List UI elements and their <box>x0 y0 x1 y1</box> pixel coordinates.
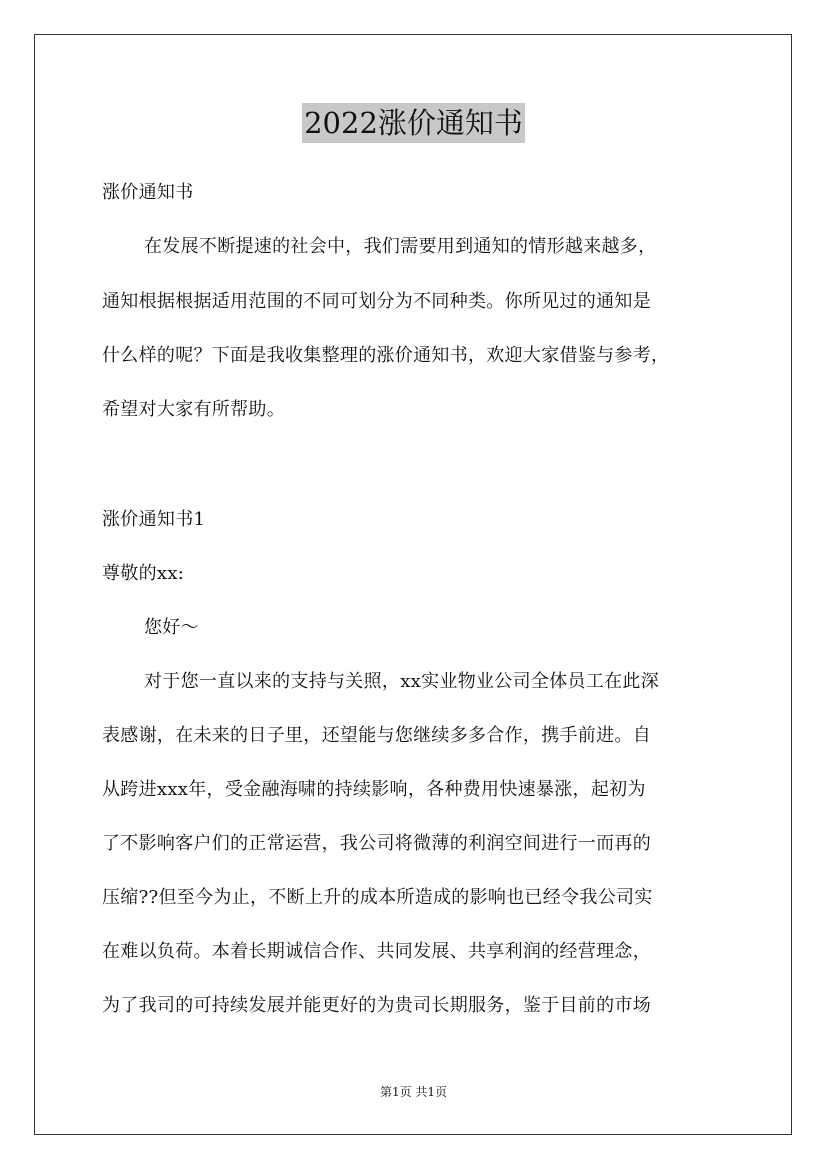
document-subtitle: 涨价通知书 <box>102 182 194 203</box>
body-line-4: 了不影响客户们的正常运营，我公司将微薄的利润空间进行一而再的 <box>102 833 651 854</box>
salutation: 尊敬的xx: <box>102 563 185 584</box>
body-line-7: 为了我司的可持续发展并能更好的为贵司长期服务，鉴于目前的市场 <box>102 995 651 1016</box>
page-number-footer: 第1页 共1页 <box>379 1085 448 1099</box>
body-line-2: 表感谢，在未来的日子里，还望能与您继续多多合作，携手前进。自 <box>102 725 651 746</box>
document-title: 2022涨价通知书 <box>302 103 525 143</box>
intro-line-3: 什么样的呢？下面是我收集整理的涨价通知书，欢迎大家借鉴与参考， <box>102 345 670 366</box>
body-line-1: 对于您一直以来的支持与关照，xx实业物业公司全体员工在此深 <box>144 671 659 692</box>
body-line-5: 压缩??但至今为止，不断上升的成本所造成的影响也已经令我公司实 <box>102 887 653 908</box>
intro-line-4: 希望对大家有所帮助。 <box>102 399 285 420</box>
intro-line-1: 在发展不断提速的社会中，我们需要用到通知的情形越来越多， <box>144 236 657 257</box>
section-heading: 涨价通知书1 <box>102 509 206 530</box>
body-line-6: 在难以负荷。本着长期诚信合作、共同发展、共享利润的经营理念， <box>102 941 651 962</box>
body-line-3: 从跨进xxx年，受金融海啸的持续影响，各种费用快速暴涨，起初为 <box>102 779 646 800</box>
intro-line-2: 通知根据根据适用范围的不同可划分为不同种类。你所见过的通知是 <box>102 291 651 312</box>
greeting: 您好～ <box>144 617 199 638</box>
title-container <box>0 103 827 143</box>
